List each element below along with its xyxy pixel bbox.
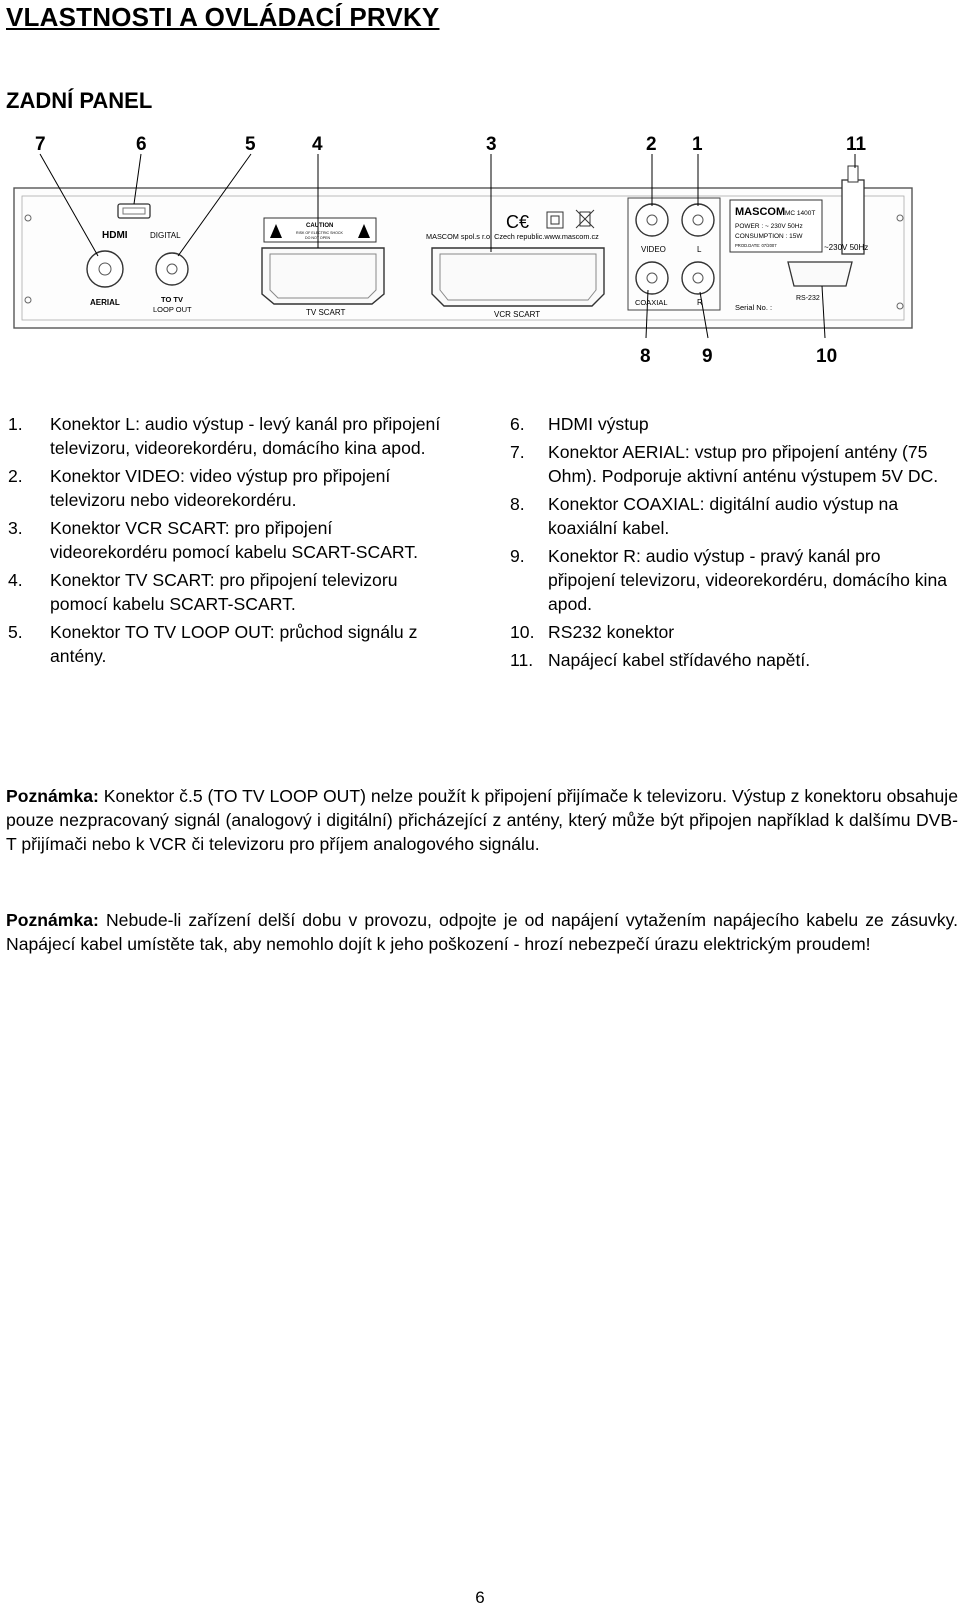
r-label: R: [697, 298, 703, 307]
callout-5: 5: [245, 134, 256, 155]
list-item: [510, 412, 950, 436]
callout-9: 9: [702, 346, 713, 367]
list-item: [510, 492, 950, 540]
item-number: 4.: [8, 570, 23, 590]
rs232-label: RS-232: [796, 295, 820, 302]
manufacturer-address: MASCOM spol.s r.o. Czech republic.www.mascom.cz: [426, 232, 599, 241]
connector-list-right: [510, 412, 950, 676]
loopout-label: LOOP OUT: [153, 305, 192, 314]
callout-2: 2: [646, 134, 657, 155]
item-text: Konektor COAXIAL: digitální audio výstup na koaxiální kabel.: [548, 494, 899, 538]
item-text: Konektor R: audio výstup - pravý kanál pro připojení televizoru, videorekordéru, domácího kina apod.: [548, 546, 948, 614]
list-item: [8, 412, 448, 460]
tvscart-label: TV SCART: [306, 308, 346, 317]
note-text: Konektor č.5 (TO TV LOOP OUT) nelze použít k připojení přijímače k televizoru. Výstup z konektoru obsahuje pouze nezpracovaný signál (analogový i digitální) přicházející z antény, který může být připojen například k dalšímu DVB-T přijímači nebo k VCR či televizoru pro příjem analogového signálu.: [6, 786, 958, 854]
item-text: Konektor TV SCART: pro připojení televizoru pomocí kabelu SCART-SCART.: [50, 570, 398, 614]
aerial-connector: [87, 251, 123, 287]
item-number: 11.: [510, 650, 534, 670]
item-text: Napájecí kabel střídavého napětí.: [548, 650, 811, 670]
list-item: [8, 516, 448, 564]
item-text: Konektor TO TV LOOP OUT: průchod signálu z antény.: [50, 622, 418, 666]
power-label: POWER : ~ 230V 50Hz: [735, 223, 803, 230]
item-text: HDMI výstup: [548, 414, 649, 434]
connector-list-left: [8, 412, 448, 672]
list-item: [510, 648, 950, 672]
vcr-scart-connector: [432, 248, 604, 306]
caution-text-2: DO NOT OPEN: [305, 236, 331, 240]
model-label: MC 1400T: [785, 210, 816, 217]
callout-10: 10: [816, 346, 838, 367]
callout-3: 3: [486, 134, 497, 155]
callout-8: 8: [640, 346, 651, 367]
list-item: [8, 620, 448, 668]
item-number: 7.: [510, 442, 525, 462]
coaxial-label: COAXIAL: [635, 298, 668, 307]
rs232-connector: [788, 262, 852, 286]
totv-connector: [156, 253, 188, 285]
list-item: [510, 620, 950, 644]
audio-r-connector: [682, 262, 714, 294]
callout-6: 6: [136, 134, 147, 155]
brand-logo: MASCOM: [735, 206, 786, 218]
item-number: 8.: [510, 494, 525, 514]
list-item: [510, 440, 950, 488]
vcrscart-label: VCR SCART: [494, 310, 541, 319]
digital-label: DIGITAL: [150, 231, 181, 240]
video-connector: [636, 204, 668, 236]
caution-text-1: RISK OF ELECTRIC SHOCK: [296, 231, 343, 235]
section-title: ZADNÍ PANEL: [6, 88, 153, 113]
callout-7-top: 7: [35, 134, 46, 155]
item-text: RS232 konektor: [548, 622, 675, 642]
item-number: 3.: [8, 518, 23, 538]
audio-l-connector: [682, 204, 714, 236]
note-label: Poznámka:: [6, 786, 99, 806]
aerial-label: AERIAL: [90, 298, 120, 307]
page-number: 6: [475, 1588, 485, 1607]
ce-mark: C€: [506, 212, 530, 232]
list-item: [8, 464, 448, 512]
item-number: 10.: [510, 622, 535, 642]
note-loop-out: [6, 784, 958, 856]
callout-4: 4: [312, 134, 323, 155]
prod-date-label: PROD.DATE: 07/2007: [735, 243, 777, 248]
totv-label: TO TV: [161, 295, 183, 304]
item-number: 5.: [8, 622, 23, 642]
rear-panel-diagram: [0, 128, 960, 373]
hdmi-label: HDMI: [102, 230, 128, 241]
tv-scart-connector: [262, 248, 384, 304]
note-text: Nebude-li zařízení delší dobu v provozu, odpojte je od napájení vytažením napájecího kabelu ze zásuvky. Napájecí kabel umístěte tak, aby nemohlo dojít k jeho poškození - hrozí nebezpečí úrazu elektrickým proudem!: [6, 910, 958, 954]
item-number: 1.: [8, 414, 23, 434]
caution-text: CAUTION: [306, 223, 334, 229]
item-text: Konektor VIDEO: video výstup pro připojení televizoru nebo videorekordéru.: [50, 466, 391, 510]
list-item: [510, 544, 950, 616]
consumption-label: CONSUMPTION : 15W: [735, 233, 803, 240]
callout-11: 11: [846, 134, 867, 155]
serial-label: Serial No. :: [735, 303, 773, 312]
item-text: Konektor VCR SCART: pro připojení videorekordéru pomocí kabelu SCART-SCART.: [50, 518, 419, 562]
note-power: [6, 908, 958, 956]
item-number: 2.: [8, 466, 23, 486]
video-label: VIDEO: [641, 245, 666, 254]
item-text: Konektor L: audio výstup - levý kanál pro připojení televizoru, videorekordéru, domácího kina apod.: [50, 414, 441, 458]
coaxial-connector: [636, 262, 668, 294]
mains-label: ~230V 50Hz: [824, 243, 869, 252]
note-label: Poznámka:: [6, 910, 99, 930]
list-item: [8, 568, 448, 616]
item-number: 6.: [510, 414, 525, 434]
item-number: 9.: [510, 546, 525, 566]
l-label: L: [697, 245, 702, 254]
callout-1: 1: [692, 134, 703, 155]
page-title: VLASTNOSTI A OVLÁDACÍ PRVKY: [6, 2, 440, 32]
item-text: Konektor AERIAL: vstup pro připojení antény (75 Ohm). Podporuje aktivní anténu výstupem 5V DC.: [548, 442, 939, 486]
